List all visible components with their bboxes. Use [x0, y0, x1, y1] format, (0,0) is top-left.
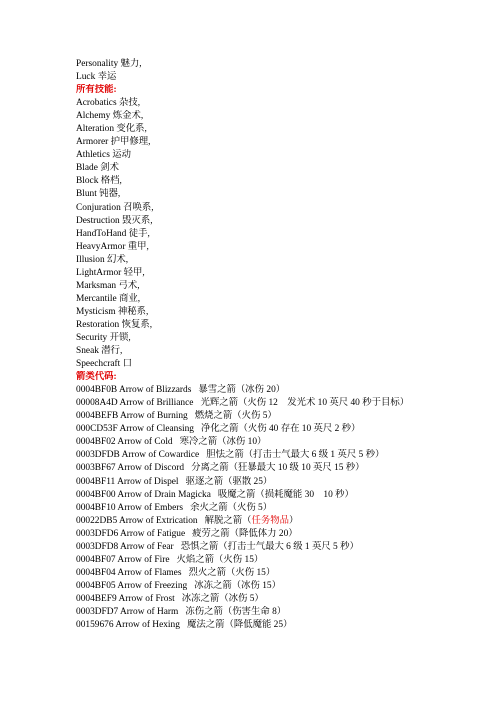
arrow-code-line — [76, 606, 480, 619]
attribute-line: Personality 魅力, — [76, 59, 142, 69]
arrow-description: 驱逐之箭（驱散 25） — [185, 476, 273, 487]
arrows-heading: 箭类代码: — [76, 372, 117, 383]
arrow-code-line — [76, 410, 480, 423]
arrow-name: Arrow of Harm — [120, 606, 179, 617]
arrow-code: 0004BEF9 — [76, 593, 117, 604]
arrow-code-line — [76, 397, 480, 410]
arrow-code: 0004BF00 — [76, 489, 116, 500]
arrow-code-line — [76, 541, 480, 554]
arrow-code-line — [76, 462, 480, 475]
skill-line: Restoration 恢复系, — [76, 319, 153, 330]
arrow-code: 0003DFD6 — [76, 528, 119, 539]
arrow-description: 光辉之箭（火伤 12 发光术 10 英尺 40 秒于目标） — [200, 398, 410, 409]
arrow-name: Arrow of Extrication — [118, 515, 198, 526]
arrow-description: 冻伤之箭（伤害生命 8） — [185, 606, 287, 617]
skill-line: Mysticism 神秘系, — [76, 306, 149, 317]
arrow-name: Arrow of Cleansing — [119, 424, 194, 435]
skill-line: Sneak 潜行, — [76, 346, 123, 357]
arrow-code-line — [76, 580, 480, 593]
skill-line: Destruction 毁灭系, — [76, 215, 153, 226]
arrow-description: 暴雪之箭（冰伤 20） — [198, 385, 286, 396]
arrow-code: 0004BF10 — [76, 502, 116, 513]
skill-line: Athletics 运动 — [76, 150, 131, 161]
arrow-name: Arrow of Drain Magicka — [117, 489, 211, 500]
arrow-description: 疲劳之箭（降低体力 20） — [192, 528, 298, 539]
arrow-description: 冰冻之箭（冰伤 15） — [194, 580, 281, 591]
attributes-list — [76, 58, 480, 84]
arrow-code: 0003DFD7 — [76, 606, 119, 617]
skill-line: Blunt 钝器, — [76, 189, 121, 200]
skill-line: Alteration 变化系, — [76, 124, 147, 135]
arrow-code-line — [76, 515, 480, 528]
arrow-name: Arrow of Cold — [117, 437, 173, 448]
skill-line: Acrobatics 杂技, — [76, 98, 141, 109]
arrow-code-line — [76, 567, 480, 580]
arrow-description: 火焰之箭（火伤 15） — [176, 554, 264, 565]
arrow-code: 0003DFD8 — [76, 541, 119, 552]
arrow-description: 冰冻之箭（冰伤 5） — [181, 593, 264, 604]
arrow-description: 寒冷之箭（冰伤 10） — [179, 437, 267, 448]
skill-line: LightArmor 轻甲, — [76, 267, 145, 278]
arrow-description-tail: ） — [289, 515, 299, 526]
arrow-description: 吸魔之箭（损耗魔能 30 10 秒） — [217, 489, 354, 500]
arrow-code-line — [76, 619, 480, 632]
arrow-code: 00008A4D — [76, 398, 118, 409]
arrow-code-line — [76, 423, 480, 436]
arrow-description: 余火之箭（火伤 5） — [190, 502, 273, 513]
skill-line: Conjuration 召唤系, — [76, 202, 154, 213]
arrow-code: 0004BF0B — [76, 385, 118, 396]
arrow-code: 0004BF04 — [76, 567, 116, 578]
arrow-code-line — [76, 476, 480, 489]
arrow-name: Arrow of Frost — [118, 593, 175, 604]
arrow-name: Arrow of Burning — [120, 411, 188, 422]
arrow-name: Arrow of Freezing — [117, 580, 188, 591]
skill-line: Mercantile 商业, — [76, 293, 141, 304]
arrow-name: Arrow of Fear — [120, 541, 174, 552]
arrow-description: 魔法之箭（降低魔能 25） — [186, 620, 293, 631]
arrow-description-highlight: 任务物品 — [251, 515, 290, 526]
skill-line: HeavyArmor 重甲, — [76, 241, 149, 252]
skill-line: Armorer 护甲修理, — [76, 137, 151, 148]
arrow-code: 0004BF05 — [76, 580, 116, 591]
arrow-code-line — [76, 528, 480, 541]
arrow-code: 0003BF67 — [76, 463, 116, 474]
skill-line: Block 格档, — [76, 176, 122, 187]
arrow-code: 0004BF07 — [76, 554, 116, 565]
arrow-code-line — [76, 554, 480, 567]
skill-line: Speechcraft 口 — [76, 359, 132, 370]
skill-line: Security 开锁, — [76, 332, 131, 343]
arrow-description: 解脱之箭（ — [204, 515, 252, 526]
arrow-name: Arrow of Blizzards — [119, 385, 192, 396]
arrow-code: 00159676 — [76, 620, 114, 631]
arrow-code-line — [76, 384, 480, 397]
arrow-codes-list — [76, 384, 480, 632]
arrow-name: Arrow of Flames — [117, 567, 182, 578]
skill-line: Alchemy 炼金术, — [76, 111, 144, 122]
arrow-code-line — [76, 489, 480, 502]
skills-list — [76, 97, 480, 371]
arrow-name: Arrow of Fire — [117, 554, 170, 565]
arrow-code: 0003DFDB — [76, 450, 120, 461]
skill-line: Marksman 弓术, — [76, 280, 140, 291]
arrow-name: Arrow of Embers — [117, 502, 184, 513]
arrow-description: 燃烧之箭（火伤 5） — [194, 411, 277, 422]
arrow-code: 000CD53F — [76, 424, 118, 435]
arrow-name: Arrow of Cowardice — [121, 450, 200, 461]
arrow-code-line — [76, 436, 480, 449]
skills-heading: 所有技能: — [76, 85, 117, 96]
arrow-description: 净化之箭（火伤 40 存在 10 英尺 2 秒） — [201, 424, 361, 435]
skill-line: Blade 剑术 — [76, 163, 119, 174]
arrow-description: 恐惧之箭（打击士气最大 6 级 1 英尺 5 秒） — [180, 541, 359, 552]
arrow-description: 胆怯之箭（打击士气最大 6 级 1 英尺 5 秒） — [206, 450, 385, 461]
arrow-name: Arrow of Discord — [117, 463, 185, 474]
arrow-description: 烈火之箭（火伤 15） — [188, 567, 276, 578]
skill-line: HandToHand 徒手, — [76, 228, 150, 239]
arrow-name: Arrow of Hexing — [115, 620, 180, 631]
arrow-name: Arrow of Fatigue — [120, 528, 186, 539]
arrow-code: 00022DB5 — [76, 515, 118, 526]
attribute-line: Luck 幸运 — [76, 72, 117, 83]
arrow-code-line — [76, 593, 480, 606]
arrow-code: 0004BEFB — [76, 411, 119, 422]
arrow-code-line — [76, 449, 480, 462]
arrow-code: 0004BF02 — [76, 437, 116, 448]
skill-line: Illusion 幻术, — [76, 254, 129, 265]
arrow-code-line — [76, 502, 480, 515]
arrow-name: Arrow of Brilliance — [119, 398, 194, 409]
arrow-name: Arrow of Dispel — [117, 476, 179, 487]
arrow-code: 0004BF11 — [76, 476, 116, 487]
arrow-description: 分离之箭（狂暴最大 10 级 10 英尺 15 秒） — [191, 463, 365, 474]
